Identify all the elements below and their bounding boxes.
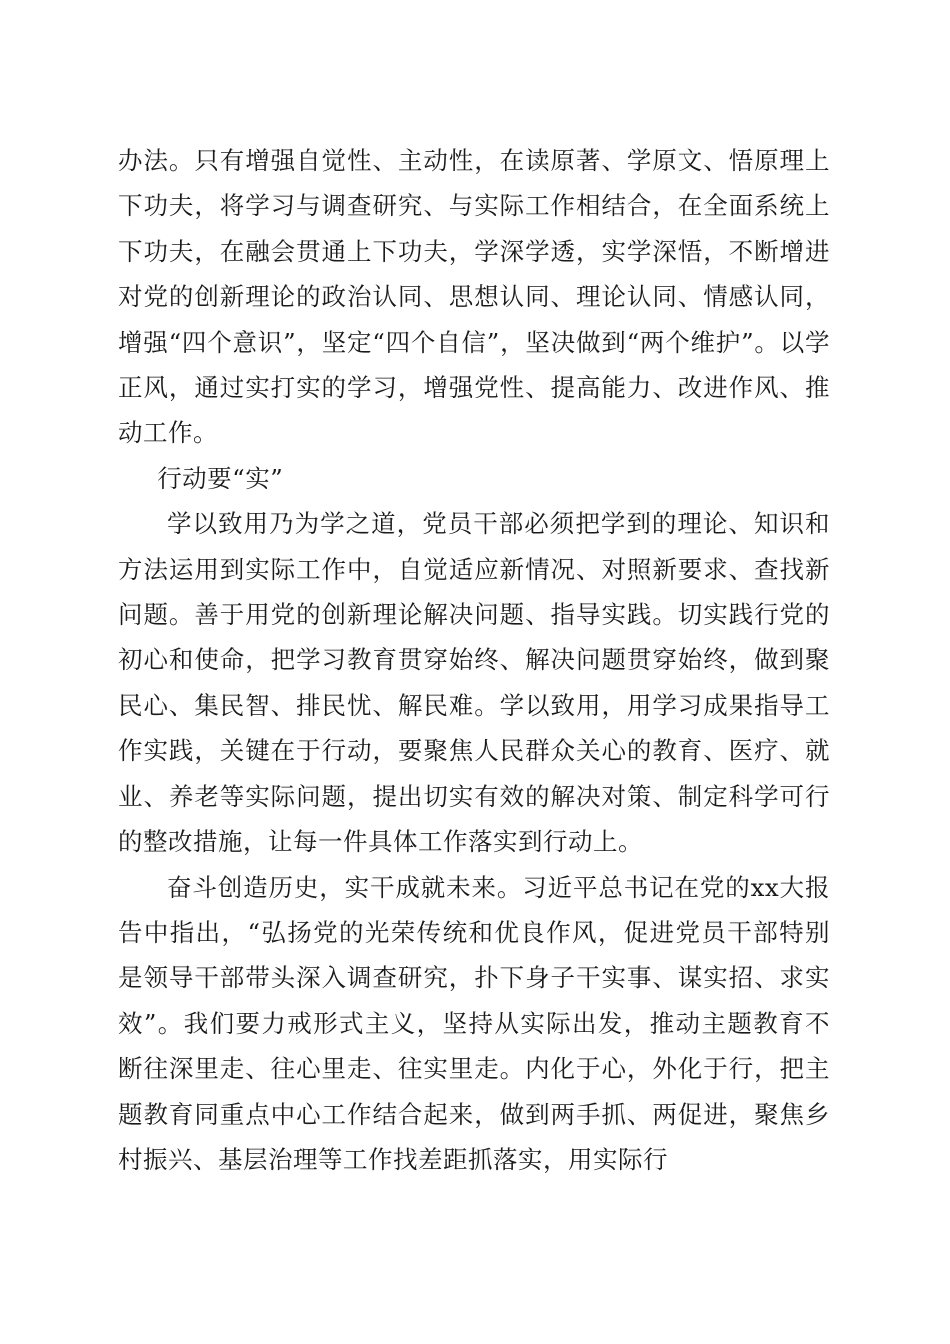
paragraph-continuation: 办法。只有增强自觉性、主动性，在读原著、学原文、悟原理上下功夫，将学习与调查研究、与实际工作相结合，在全面系统上下功夫，在融会贯通上下功夫，学深学透，实学深悟，不断增进对党的创新理论的政治认同、思想认同、理论认同、情感认同，增强“四个意识”，坚定“四个自信”，坚决做到“两个维护”。以学正风，通过实打实的学习，增强党性、提高能力、改进作风、推动工作。 [118,146,830,448]
section-heading: 行动要“实” [157,463,284,493]
paragraph-body: 学以致用乃为学之道，党员干部必须把学到的理论、知识和方法运用到实际工作中，自觉适应新情况、对照新要求、查找新问题。善于用党的创新理论解决问题、指导实践。切实践行党的初心和使命，把学习教育贯穿始终、解决问题贯穿始终，做到聚民心、集民智、排民忧、解民难。学以致用，用学习成果指导工作实践，关键在于行动，要聚焦人民群众关心的教育、医疗、就业、养老等实际问题，提出切实有效的解决对策、制定科学可行的整改措施，让每一件具体工作落实到行动上。 [118,509,830,857]
paragraph-body: 奋斗创造历史，实干成就未来。习近平总书记在党的xx大报告中指出，“弘扬党的光荣传统和优良作风，促进党员干部特别是领导干部带头深入调查研究，扑下身子干实事、谋实招、求实效”。我们要力戒形式主义，坚持从实际出发，推动主题教育不断往深里走、往心里走、往实里走。内化于心，外化于行，把主题教育同重点中心工作结合起来，做到两手抓、两促进，聚焦乡村振兴、基层治理等工作找差距抓落实，用实际行 [118,872,830,1174]
document-page [118,138,830,1182]
